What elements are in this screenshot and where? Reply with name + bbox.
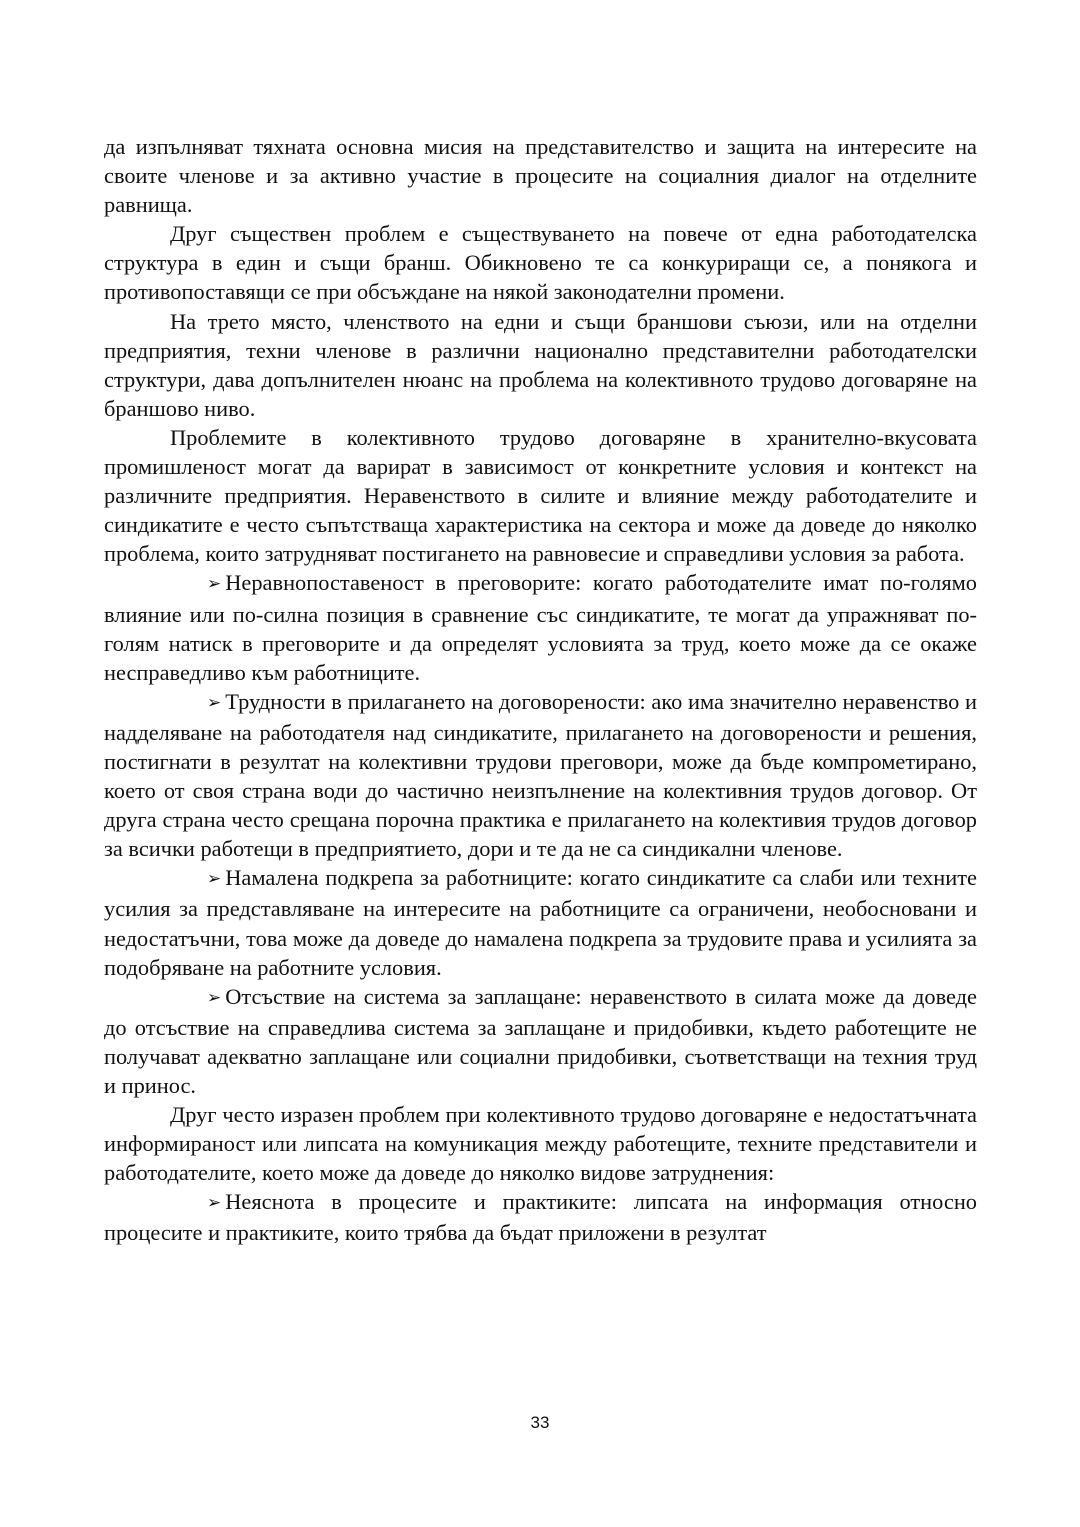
document-body (104, 132, 977, 1248)
bullet-text: Неравнопоставеност в преговорите: когато работодателите имат по-голямо влияние или по-силна позиция в сравнение със синдикатите, те могат да упражняват по-голям натиск в преговорите и да определят условията за труд, което може да се окаже несправедливо към работниците. (104, 570, 977, 685)
paragraph (104, 132, 977, 219)
arrow-bullet-icon: ➢ (207, 869, 222, 890)
bullet-text: Трудности в прилагането на договорености: ако има значително неравенство и надделяване на работодателя над синдикатите, прилагането на договорености и решения, постигнати в резултат на колективни трудови преговори, може да бъде компрометирано, което от своя страна води до частично неизпълнение на колективния трудов договор. От друга страна често срещана порочна практика е прилагането на колективия трудов договор за всички работещи в предприятието, дори и те да не са синдикални членове. (104, 688, 977, 862)
paragraph-text: Друг съществен проблем е съществуването на повече от една работодателска структура в един и същи бранш. Обикновено те са конкуриращи се, а понякога и противопоставящи се при обсъждане на някой законодателни промени. (104, 221, 977, 305)
bullet-item (104, 568, 977, 686)
arrow-bullet-icon: ➢ (207, 1193, 222, 1214)
arrow-bullet-icon: ➢ (207, 987, 222, 1008)
bullet-text: Отсъствие на система за заплащане: неравенството в силата може да доведе до отсъствие на справедлива система за заплащане и придобивки, където работещите не получават адекватно заплащане или социални придобивки, съответстващи на техния труд и принос. (104, 983, 977, 1098)
paragraph (104, 1100, 977, 1187)
paragraph-text: Проблемите в колективното трудово договаряне в хранително-вкусовата промишленост могат да варират в зависимост от конкретните условия и контекст на различните предприятия. Неравенството в силите и влияние между работодателите и синдикатите е често съпътстваща характеристика на сектора и може да доведе до няколко проблема, които затрудняват постигането на равновесие и справедливи условия за работа. (104, 424, 977, 567)
paragraph (104, 219, 977, 306)
paragraph-text: Друг често изразен проблем при колективното трудово договаряне е недостатъчната информираност или липсата на комуникация между работещите, техните представители и работодателите, което може да доведе до няколко видове затруднения: (104, 1102, 977, 1186)
arrow-bullet-icon: ➢ (207, 574, 222, 595)
bullet-item (104, 687, 977, 864)
paragraph-text: На трето място, членството на едни и същи браншови съюзи, или на отделни предприятия, техни членове в различни национално представителни работодателски структури, дава допълнителен нюанс на проблема на колективното трудово договаряне на браншово ниво. (104, 308, 977, 421)
bullet-item (104, 1187, 977, 1247)
bullet-item (104, 863, 977, 981)
paragraph (104, 307, 977, 423)
bullet-text: Неяснота в процесите и практиките: липсата на информация относно процесите и практиките, които трябва да бъдат приложени в резултат (104, 1189, 977, 1246)
paragraph (104, 423, 977, 568)
page-number: 33 (530, 1413, 550, 1432)
bullet-text: Намалена подкрепа за работниците: когато синдикатите са слаби или техните усилия за представляване на интересите на работниците са ограничени, необосновани и недостатъчни, това може да доведе до намалена подкрепа за трудовите права и усилията за подобряване на работните условия. (104, 865, 977, 980)
arrow-bullet-icon: ➢ (207, 692, 222, 713)
paragraph-text: да изпълняват тяхната основна мисия на представителство и защита на интересите на своите членове и за активно участие в процесите на социалния диалог на отделните равнища. (104, 134, 977, 218)
bullet-item (104, 982, 977, 1100)
